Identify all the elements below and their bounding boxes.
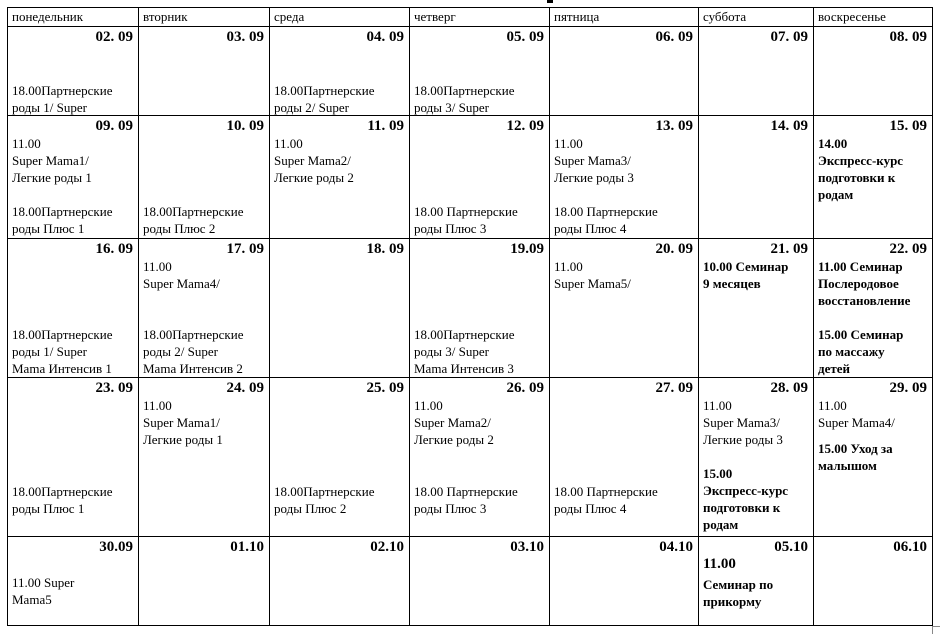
day-events [699, 397, 813, 536]
event-text: 11.00 Super Mama2/ Легкие роды 2 [414, 398, 494, 447]
event-text: 18.00Партнерские роды 2/ Super Mama Интенсив 2 [143, 327, 244, 376]
page-corner-mark [932, 626, 940, 634]
day-events [139, 135, 269, 238]
day-date: 11. 09 [367, 118, 404, 134]
day-events [139, 46, 269, 115]
day-events [550, 258, 698, 377]
day-events [8, 46, 138, 115]
event-text: 11.00 Super Mama5 [12, 575, 75, 607]
day-cell [270, 116, 410, 239]
day-cell [699, 537, 814, 626]
day-cell [139, 378, 270, 537]
day-cell [410, 537, 550, 626]
weekday-header: среда [270, 8, 410, 27]
day-events [8, 258, 138, 377]
day-events [550, 397, 698, 536]
day-events [814, 397, 932, 536]
top-edge-mark [547, 0, 553, 3]
day-date: 06. 09 [655, 29, 693, 45]
day-date: 05.10 [774, 539, 808, 555]
event-text: 11.00 Super Mama5/ [554, 259, 631, 291]
day-date: 12. 09 [506, 118, 544, 134]
day-cell [8, 27, 139, 116]
day-cell [8, 378, 139, 537]
event-text: 11.00 Super Mama4/ [143, 259, 220, 291]
day-cell [814, 239, 933, 378]
event-text: 11.00 Super Mama4/ [818, 398, 895, 430]
event-text: 11.00 Super Mama1/ Легкие роды 1 [143, 398, 223, 447]
day-events [550, 46, 698, 115]
day-date: 15. 09 [889, 118, 927, 134]
day-date: 14. 09 [770, 118, 808, 134]
day-events [550, 135, 698, 238]
day-events [8, 135, 138, 238]
day-events [814, 258, 932, 377]
day-cell [814, 537, 933, 626]
day-cell [550, 537, 699, 626]
day-date: 06.10 [893, 539, 927, 555]
event-text: 18.00Партнерские роды Плюс 1 [12, 204, 113, 236]
day-cell [410, 378, 550, 537]
day-date: 26. 09 [506, 380, 544, 396]
event-text: 15.00 Экспресс-курс подготовки к родам [703, 466, 789, 532]
day-events [8, 397, 138, 536]
day-events [270, 135, 409, 238]
day-date: 03. 09 [226, 29, 264, 45]
day-events [814, 135, 932, 238]
day-cell [8, 116, 139, 239]
day-date: 30.09 [99, 539, 133, 555]
day-cell [8, 239, 139, 378]
weekday-header-row [8, 8, 933, 27]
day-date: 05. 09 [506, 29, 544, 45]
event-text: 11.00 Семинар Послеродовое восстановление [818, 259, 911, 308]
event-text: 11.00 Super Mama3/ Легкие роды 3 [554, 136, 634, 185]
day-events [814, 556, 932, 625]
day-date: 29. 09 [889, 380, 927, 396]
event-text: 15.00 Уход за малышом [818, 441, 893, 473]
day-date: 24. 09 [226, 380, 264, 396]
day-date: 16. 09 [95, 241, 133, 257]
day-date: 10. 09 [226, 118, 264, 134]
event-text: 11.00 Super Mama3/ Легкие роды 3 [703, 398, 783, 447]
day-events [699, 46, 813, 115]
day-cell [270, 27, 410, 116]
weekday-header: вторник [139, 8, 270, 27]
day-date: 04.10 [659, 539, 693, 555]
weekday-header: четверг [410, 8, 550, 27]
day-cell [699, 116, 814, 239]
event-text: 18.00Партнерские роды 1/ Super [12, 83, 113, 115]
day-date: 25. 09 [366, 380, 404, 396]
day-date: 28. 09 [770, 380, 808, 396]
event-text: 18.00 Партнерские роды Плюс 4 [554, 204, 658, 236]
event-text: 18.00Партнерские роды 2/ Super [274, 83, 375, 115]
day-date: 09. 09 [95, 118, 133, 134]
week-row [8, 239, 933, 378]
day-cell [699, 378, 814, 537]
day-events [410, 135, 549, 238]
day-cell [814, 27, 933, 116]
day-date: 19.09 [510, 241, 544, 257]
day-cell [270, 239, 410, 378]
day-events [410, 397, 549, 536]
event-text: 11.00 Super Mama1/ Легкие роды 1 [12, 136, 92, 185]
calendar-table [7, 7, 933, 626]
weekday-header: пятница [550, 8, 699, 27]
event-text: 18.00Партнерские роды 3/ Super [414, 83, 515, 115]
day-events [139, 258, 269, 377]
day-events [410, 556, 549, 625]
event-text: 18.00Партнерские роды Плюс 2 [274, 484, 375, 516]
day-cell [699, 27, 814, 116]
day-cell [8, 537, 139, 626]
day-cell [550, 378, 699, 537]
week-row [8, 27, 933, 116]
day-date: 07. 09 [770, 29, 808, 45]
event-text: 11.00 [703, 556, 736, 572]
day-cell [270, 537, 410, 626]
event-text: 18.00Партнерские роды Плюс 1 [12, 484, 113, 516]
event-text: 18.00 Партнерские роды Плюс 3 [414, 484, 518, 516]
day-events [699, 556, 813, 625]
day-events [410, 46, 549, 115]
day-date: 04. 09 [366, 29, 404, 45]
day-cell [139, 116, 270, 239]
week-row [8, 116, 933, 239]
event-text: 18.00 Партнерские роды Плюс 3 [414, 204, 518, 236]
weekday-header: воскресенье [814, 8, 933, 27]
day-date: 23. 09 [95, 380, 133, 396]
day-cell [139, 537, 270, 626]
event-text: Семинар по прикорму [703, 577, 774, 609]
day-date: 03.10 [510, 539, 544, 555]
day-cell [814, 378, 933, 537]
day-cell [550, 27, 699, 116]
event-text: 14.00 Экспресс-курс подготовки к родам [818, 136, 904, 202]
week-row [8, 537, 933, 626]
day-events [270, 397, 409, 536]
day-date: 20. 09 [655, 241, 693, 257]
day-events [270, 258, 409, 377]
day-date: 13. 09 [655, 118, 693, 134]
day-cell [410, 27, 550, 116]
day-date: 02. 09 [95, 29, 133, 45]
week-row [8, 378, 933, 537]
day-cell [814, 116, 933, 239]
day-events [814, 46, 932, 115]
weekday-header: понедельник [8, 8, 139, 27]
day-date: 01.10 [230, 539, 264, 555]
event-text: 10.00 Семинар 9 месяцев [703, 259, 789, 291]
day-cell [139, 239, 270, 378]
day-cell [550, 116, 699, 239]
day-date: 18. 09 [366, 241, 404, 257]
day-cell [139, 27, 270, 116]
day-events [699, 135, 813, 238]
day-events [550, 556, 698, 625]
event-text: 11.00 Super Mama2/ Легкие роды 2 [274, 136, 354, 185]
day-events [410, 258, 549, 377]
day-events [270, 556, 409, 625]
event-text: 18.00 Партнерские роды Плюс 4 [554, 484, 658, 516]
day-cell [270, 378, 410, 537]
event-text: 15.00 Семинар по массажу детей [818, 327, 904, 376]
day-date: 21. 09 [770, 241, 808, 257]
day-date: 22. 09 [889, 241, 927, 257]
day-cell [550, 239, 699, 378]
day-date: 17. 09 [226, 241, 264, 257]
event-text: 18.00Партнерские роды Плюс 2 [143, 204, 244, 236]
day-cell [410, 239, 550, 378]
day-events [699, 258, 813, 377]
day-events [270, 46, 409, 115]
day-date: 27. 09 [655, 380, 693, 396]
day-cell [410, 116, 550, 239]
event-text: 18.00Партнерские роды 3/ Super Mama Интенсив 3 [414, 327, 515, 376]
day-date: 02.10 [370, 539, 404, 555]
event-text: 18.00Партнерские роды 1/ Super Mama Интенсив 1 [12, 327, 113, 376]
weekday-header: суббота [699, 8, 814, 27]
day-events [8, 556, 138, 625]
day-events [139, 556, 269, 625]
day-date: 08. 09 [889, 29, 927, 45]
day-events [139, 397, 269, 536]
day-cell [699, 239, 814, 378]
